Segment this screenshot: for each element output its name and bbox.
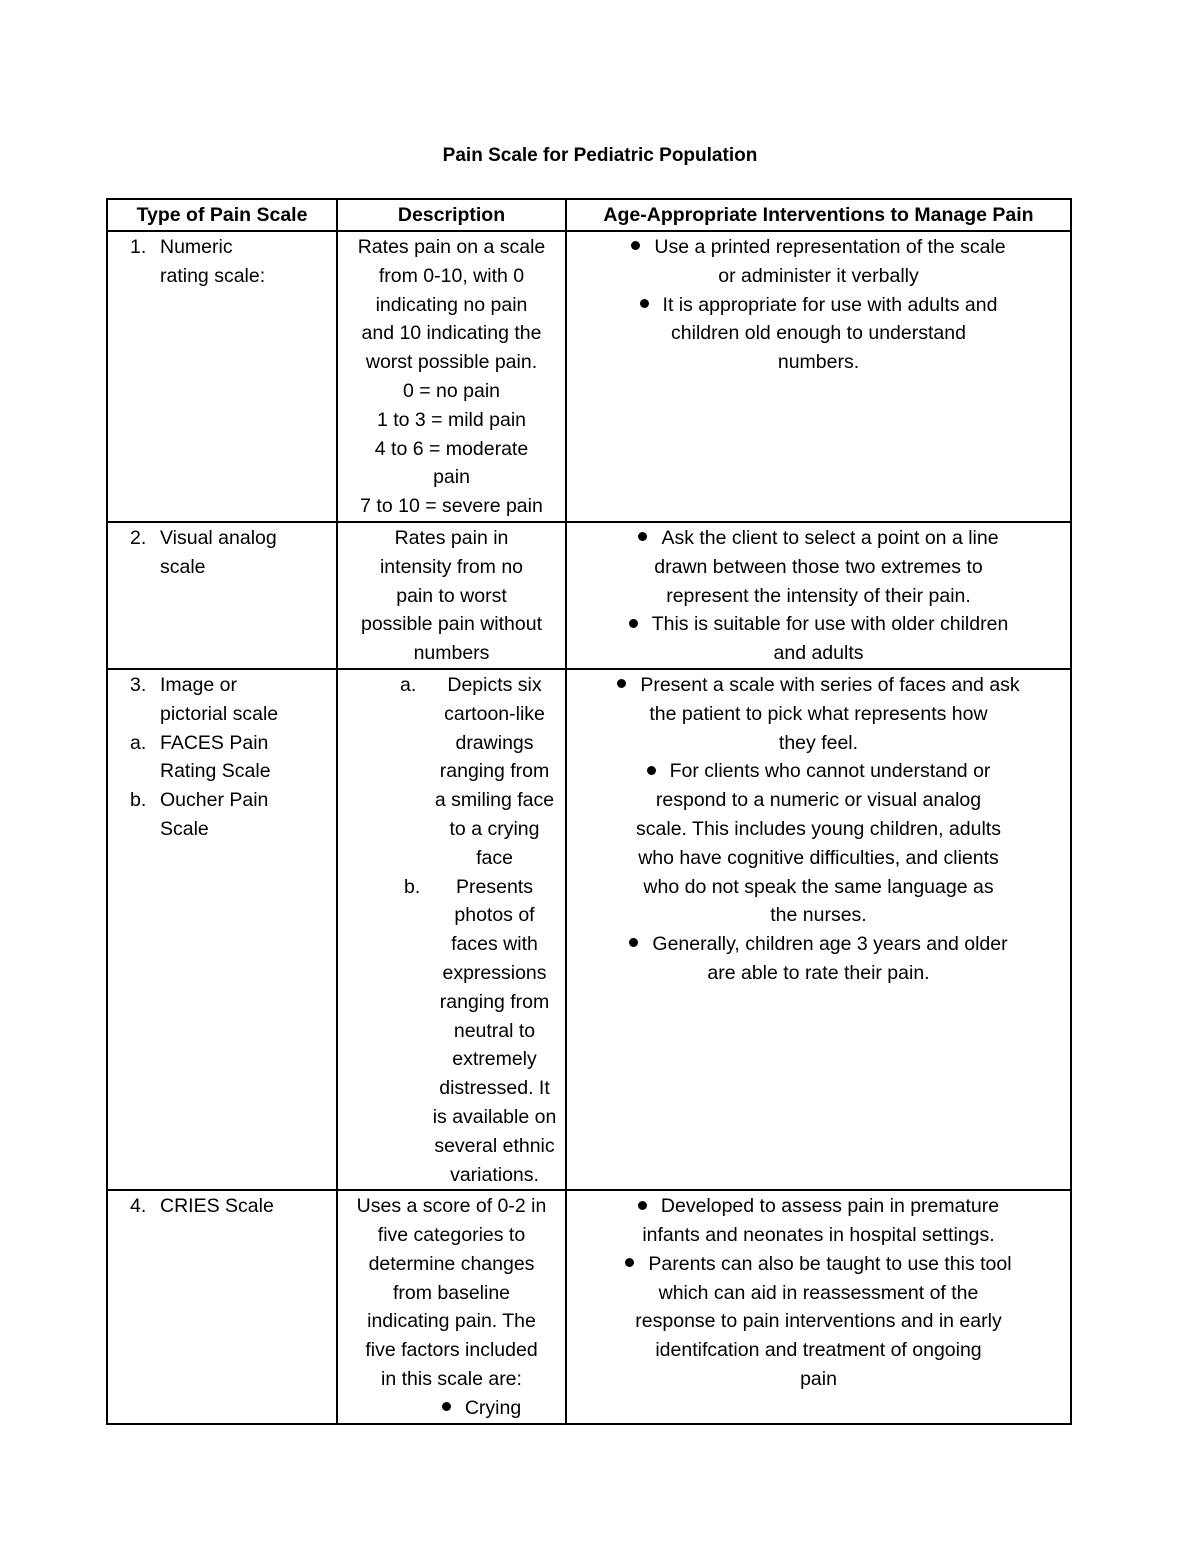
bullet-text: children old enough to understand	[671, 322, 966, 345]
description-line: several ethnic	[434, 1134, 555, 1157]
type-line: Image or	[160, 673, 237, 696]
pain-scale-table	[106, 198, 1072, 1425]
header-type: Type of Pain Scale	[107, 199, 337, 231]
bullet-text: the nurses.	[770, 904, 867, 927]
bullet-item	[573, 1250, 1064, 1279]
bullet-item	[573, 930, 1064, 959]
page-title: Pain Scale for Pediatric Population	[442, 145, 758, 166]
bullet-icon	[647, 766, 656, 775]
description-line: pain	[433, 466, 470, 489]
bullet-icon	[442, 1402, 451, 1411]
bullet-item	[573, 233, 1064, 262]
bullet-icon	[617, 679, 626, 688]
bullet-text: drawn between those two extremes to	[654, 555, 983, 578]
type-line: Oucher Pain	[160, 789, 269, 812]
description-line: expressions	[442, 961, 547, 984]
type-line: scale	[160, 555, 206, 578]
type-line: rating scale:	[160, 264, 266, 287]
description-line: drawings	[455, 731, 534, 754]
table-header-row	[107, 199, 1071, 231]
description-line: and 10 indicating the	[361, 322, 542, 345]
description-line: five categories to	[377, 1224, 526, 1247]
description-line: five factors included	[365, 1339, 538, 1362]
description-line: neutral to	[453, 1019, 536, 1042]
type-line: Numeric	[160, 236, 233, 258]
bullet-text: response to pain interventions and in early	[635, 1310, 1002, 1333]
bullet-text: Use a printed representation of the scale	[654, 236, 1006, 258]
bullet-text: who have cognitive difficulties, and clients	[638, 846, 999, 869]
type-cell	[107, 522, 337, 669]
description-line: cartoon-like	[444, 702, 545, 725]
bullet-item	[573, 524, 1064, 553]
bullet-item	[573, 1192, 1064, 1221]
description-line: 0 = no pain	[402, 379, 501, 402]
bullet-text: It is appropriate for use with adults and	[662, 293, 998, 316]
description-cell	[337, 1190, 566, 1423]
table-row	[107, 522, 1071, 669]
interventions-cell	[566, 1190, 1071, 1423]
description-line: ranging from	[439, 760, 550, 783]
bullet-item	[573, 757, 1064, 786]
description-line: faces with	[451, 933, 538, 956]
description-line: photos of	[454, 904, 535, 927]
description-line: 7 to 10 = severe pain	[360, 495, 543, 518]
bullet-text: the patient to pick what represents how	[649, 702, 988, 725]
bullet-text: Developed to assess pain in premature	[660, 1195, 1000, 1218]
bullet-item	[344, 1394, 559, 1423]
list-number: 3.	[130, 673, 147, 696]
type-cell	[107, 231, 337, 522]
description-line: Rates pain in	[394, 526, 509, 549]
description-line: pain to worst	[396, 584, 507, 607]
list-letter: b.	[404, 875, 421, 898]
bullet-text: infants and neonates in hospital settings.	[642, 1224, 995, 1247]
bullet-text: Present a scale with series of faces and ask	[640, 673, 1020, 696]
bullet-text: who do not speak the same language as	[643, 875, 994, 898]
interventions-cell	[566, 522, 1071, 669]
type-cell	[107, 669, 337, 1190]
description-sub-item	[344, 873, 559, 1190]
bullet-text: represent the intensity of their pain.	[666, 584, 971, 607]
bullet-text: or administer it verbally	[718, 264, 919, 287]
description-line: a smiling face	[434, 789, 555, 812]
type-line: Visual analog	[160, 526, 277, 549]
type-line: Rating Scale	[160, 760, 271, 783]
description-line: in this scale are:	[381, 1368, 522, 1391]
bullet-icon	[629, 619, 638, 628]
description-line: from baseline	[392, 1281, 511, 1304]
bullet-text: are able to rate their pain.	[707, 961, 930, 984]
description-line: distressed. It	[439, 1077, 550, 1100]
description-line: 1 to 3 = mild pain	[376, 408, 527, 431]
description-line: face	[476, 846, 513, 869]
bullet-icon	[638, 1201, 647, 1210]
bullet-icon	[640, 299, 649, 308]
description-line: to a crying	[449, 817, 540, 840]
bullet-text: which can aid in reassessment of the	[658, 1281, 979, 1304]
bullet-text: numbers.	[777, 351, 860, 374]
type-cell	[107, 1190, 337, 1423]
list-number: 2.	[130, 526, 147, 549]
description-line: 4 to 6 = moderate	[374, 437, 529, 460]
bullet-text: Generally, children age 3 years and older	[652, 933, 1008, 956]
description-line: from 0-10, with 0	[378, 264, 525, 287]
interventions-cell	[566, 231, 1071, 522]
description-line: extremely	[452, 1048, 537, 1071]
description-line: Depicts six	[447, 673, 542, 696]
description-cell	[337, 231, 566, 522]
description-line: ranging from	[439, 990, 550, 1013]
description-line: worst possible pain.	[365, 351, 538, 374]
description-line: indicating no pain	[375, 293, 528, 316]
bullet-text: pain	[800, 1368, 837, 1391]
bullet-icon	[638, 532, 647, 541]
bullet-text: For clients who cannot understand or	[669, 760, 991, 783]
bullet-icon	[631, 241, 640, 250]
header-description: Description	[337, 199, 566, 231]
list-number: 1.	[130, 236, 147, 258]
type-line: Scale	[160, 817, 209, 840]
bullet-icon	[625, 1258, 634, 1267]
interventions-cell	[566, 669, 1071, 1190]
description-line: variations.	[450, 1163, 539, 1186]
table-row	[107, 669, 1071, 1190]
description-line: Uses a score of 0-2 in	[356, 1195, 547, 1218]
description-sub-item	[344, 671, 559, 873]
bullet-text: Ask the client to select a point on a line	[661, 526, 999, 549]
bullet-text: respond to a numeric or visual analog	[655, 789, 982, 812]
list-number: 4.	[130, 1195, 147, 1218]
description-line: is available on	[432, 1105, 557, 1128]
bullet-item	[573, 671, 1064, 700]
description-cell	[337, 669, 566, 1190]
list-letter: a.	[400, 673, 417, 696]
description-line: Rates pain on a scale	[357, 236, 546, 258]
bullet-text: and adults	[773, 642, 864, 665]
list-letter: b.	[130, 789, 147, 812]
list-letter: a.	[130, 731, 147, 754]
type-line: pictorial scale	[160, 702, 279, 725]
bullet-item	[573, 610, 1064, 639]
description-line: intensity from no	[379, 555, 524, 578]
header-interventions: Age-Appropriate Interventions to Manage Pain	[566, 199, 1071, 231]
bullet-icon	[629, 938, 638, 947]
table-row	[107, 231, 1071, 522]
description-line: Presents	[456, 875, 533, 898]
type-line: CRIES Scale	[160, 1195, 274, 1218]
bullet-text: scale. This includes young children, adults	[636, 817, 1001, 840]
description-line: possible pain without	[360, 613, 543, 636]
description-line: indicating pain. The	[367, 1310, 536, 1333]
bullet-item	[573, 291, 1064, 320]
bullet-text: they feel.	[778, 731, 859, 754]
description-line: determine changes	[368, 1252, 535, 1275]
table-row	[107, 1190, 1071, 1423]
bullet-text: Parents can also be taught to use this tool	[648, 1252, 1012, 1275]
description-cell	[337, 522, 566, 669]
bullet-text: identifcation and treatment of ongoing	[655, 1339, 982, 1362]
bullet-text: This is suitable for use with older children	[651, 613, 1009, 636]
type-line: FACES Pain	[160, 731, 269, 754]
bullet-text: Crying	[464, 1396, 522, 1419]
description-line: numbers	[413, 642, 490, 665]
